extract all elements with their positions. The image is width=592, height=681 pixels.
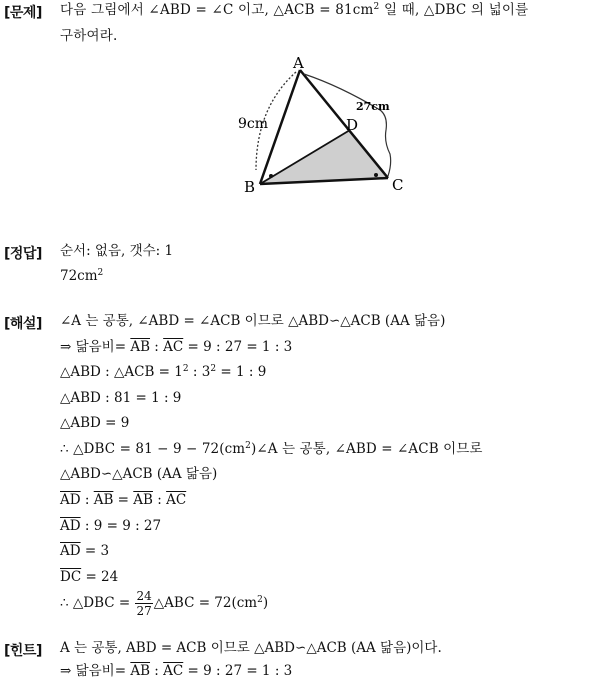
solution-line-8: $\overline{AD}$ : $\overline{AB} = \overline{AB}$ : $\overline{AC}$ [60, 492, 187, 508]
solution-line-4: △ABD : 81 = 1 : 9 [60, 390, 182, 406]
hint-line-2: ⇒ 닮음비= $\overline{AB}$ : $\overline{AC} = 9$ : 27 = 1 : 3 [60, 663, 293, 679]
hint-line-1: A 는 공통, ABD = ACB 이므로 △ABD∽△ACB (AA 닮음)이다. [60, 640, 442, 656]
solution-line-2: ⇒ 닮음비= $\overline{AB}$ : $\overline{AC} = 9$ : 27 = 1 : 3 [60, 339, 293, 355]
solution-line-5: △ABD = 9 [60, 415, 130, 431]
solution-line-7: △ABD∽△ACB (AA 닮음) [60, 466, 218, 482]
angle-mark-b [269, 174, 273, 178]
label-9cm: 9cm [238, 116, 269, 132]
problem-line-1: 다음 그림에서 ∠ABD = ∠C 이고, △ACB = $81cm^2$ 일 때, △DBC 의 넓이를 [60, 2, 529, 18]
label-d: D [346, 116, 359, 134]
label-27cm: 27cm [356, 100, 390, 113]
solution-line-10: $\overline{AD} = 3$ [60, 543, 110, 559]
answer-tag: [정답] [4, 246, 42, 262]
label-c: C [392, 176, 404, 194]
solution-tag: [해설] [4, 316, 42, 332]
label-a: A [293, 54, 304, 72]
answer-line-1: 순서: 없음, 갯수: 1 [60, 243, 174, 259]
solution-line-6: ∴ △DBC = $81 - 9 - 72(cm^2)\angle A$ 는 공통, ∠ABD = ∠ACB 이므로 [60, 441, 483, 457]
hint-tag: [힌트] [4, 643, 42, 659]
triangle-figure [232, 52, 412, 200]
label-b: B [244, 178, 256, 196]
solution-line-3: △ABD : △ACB = $1^2$ : $3^2 = 1$ : 9 [60, 364, 267, 380]
solution-line-12: ∴ △DBC = $\frac{24}{27}$ △ABC = $72(cm^2)$ [60, 589, 269, 618]
problem-line-2: 구하여라. [60, 28, 118, 44]
solution-line-9: $\overline{AD}$ : 9 = 9 : 27 [60, 518, 162, 534]
fraction-24-27: $\frac{24}{27}$ [136, 589, 152, 618]
solution-line-11: $\overline{DC} = 24$ [60, 569, 119, 585]
angle-mark-c [374, 173, 378, 177]
answer-line-2: $72cm^2$ [60, 268, 104, 284]
solution-line-1: ∠A 는 공통, ∠ABD = ∠ACB 이므로 △ABD∽△ACB (AA 닮음) [60, 313, 446, 329]
problem-tag: [문제] [4, 5, 42, 21]
shaded-triangle-dbc [260, 130, 388, 184]
